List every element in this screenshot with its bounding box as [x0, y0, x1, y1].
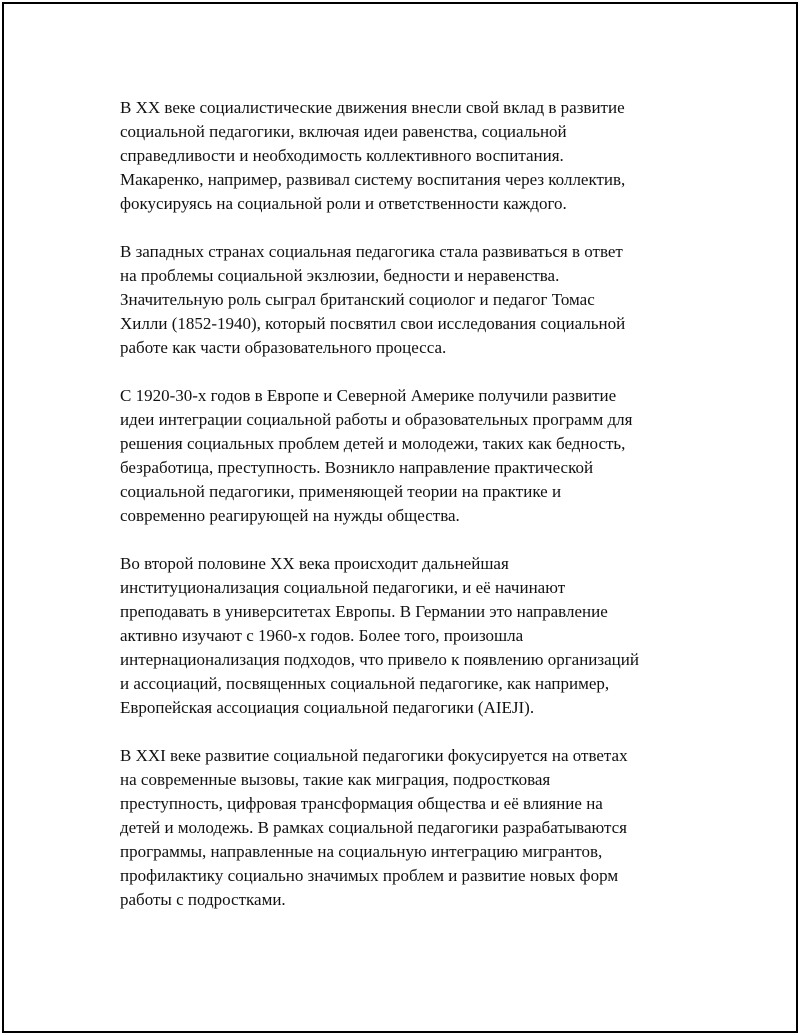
paragraph-line: Во второй половине XX века происходит дальнейшая — [120, 554, 509, 573]
paragraph-line: Хилли (1852-1940), который посвятил свои исследования социальной — [120, 314, 626, 333]
paragraph-line: современно реагирующей на нужды общества. — [120, 506, 460, 525]
paragraph-line: на современные вызовы, такие как миграция, подростковая — [120, 770, 551, 789]
page-border — [2, 2, 798, 1033]
paragraph-1 — [120, 96, 710, 216]
paragraph-line: В западных странах социальная педагогика стала развиваться в ответ — [120, 242, 623, 261]
paragraph-line: Значительную роль сыграл британский социолог и педагог Томас — [120, 290, 595, 309]
paragraph-line: безработица, преступность. Возникло направление практической — [120, 458, 594, 477]
paragraph-line: детей и молодежь. В рамках социальной педагогики разрабатываются — [120, 818, 627, 837]
paragraph-line: фокусируясь на социальной роли и ответственности каждого. — [120, 194, 567, 213]
paragraph-line: социальной педагогики, включая идеи равенства, социальной — [120, 122, 567, 141]
paragraph-line: идеи интеграции социальной работы и образовательных программ для — [120, 410, 633, 429]
paragraph-line: работе как части образовательного процесса. — [120, 338, 447, 357]
paragraph-line: С 1920-30-х годов в Европе и Северной Америке получили развитие — [120, 386, 617, 405]
paragraph-line: В XX веке социалистические движения внесли свой вклад в развитие — [120, 98, 625, 117]
paragraph-line: преступность, цифровая трансформация общества и её влияние на — [120, 794, 603, 813]
paragraph-line: социальной педагогики, применяющей теории на практике и — [120, 482, 562, 501]
document-body — [120, 96, 710, 936]
paragraph-line: Европейская ассоциация социальной педагогики (AIEJI). — [120, 698, 535, 717]
paragraph-3 — [120, 384, 710, 528]
paragraph-line: активно изучают с 1960-х годов. Более того, произошла — [120, 626, 524, 645]
paragraph-line: институционализация социальной педагогики, и её начинают — [120, 578, 566, 597]
paragraph-line: преподавать в университетах Европы. В Германии это направление — [120, 602, 608, 621]
paragraph-line: и ассоциаций, посвященных социальной педагогике, как например, — [120, 674, 610, 693]
paragraph-line: Макаренко, например, развивал систему воспитания через коллектив, — [120, 170, 626, 189]
paragraph-line: справедливости и необходимость коллективного воспитания. — [120, 146, 564, 165]
paragraph-line: на проблемы социальной экзлюзии, бедности и неравенства. — [120, 266, 560, 285]
paragraph-2 — [120, 240, 710, 360]
paragraph-line: программы, направленные на социальную интеграцию мигрантов, — [120, 842, 603, 861]
paragraph-line: решения социальных проблем детей и молодежи, таких как бедность, — [120, 434, 626, 453]
paragraph-line: профилактику социально значимых проблем и развитие новых форм — [120, 866, 619, 885]
paragraph-line: работы с подростками. — [120, 890, 286, 909]
paragraph-line: В XXI веке развитие социальной педагогики фокусируется на ответах — [120, 746, 628, 765]
paragraph-4 — [120, 552, 710, 720]
paragraph-5 — [120, 744, 710, 912]
paragraph-line: интернационализация подходов, что привело к появлению организаций — [120, 650, 639, 669]
